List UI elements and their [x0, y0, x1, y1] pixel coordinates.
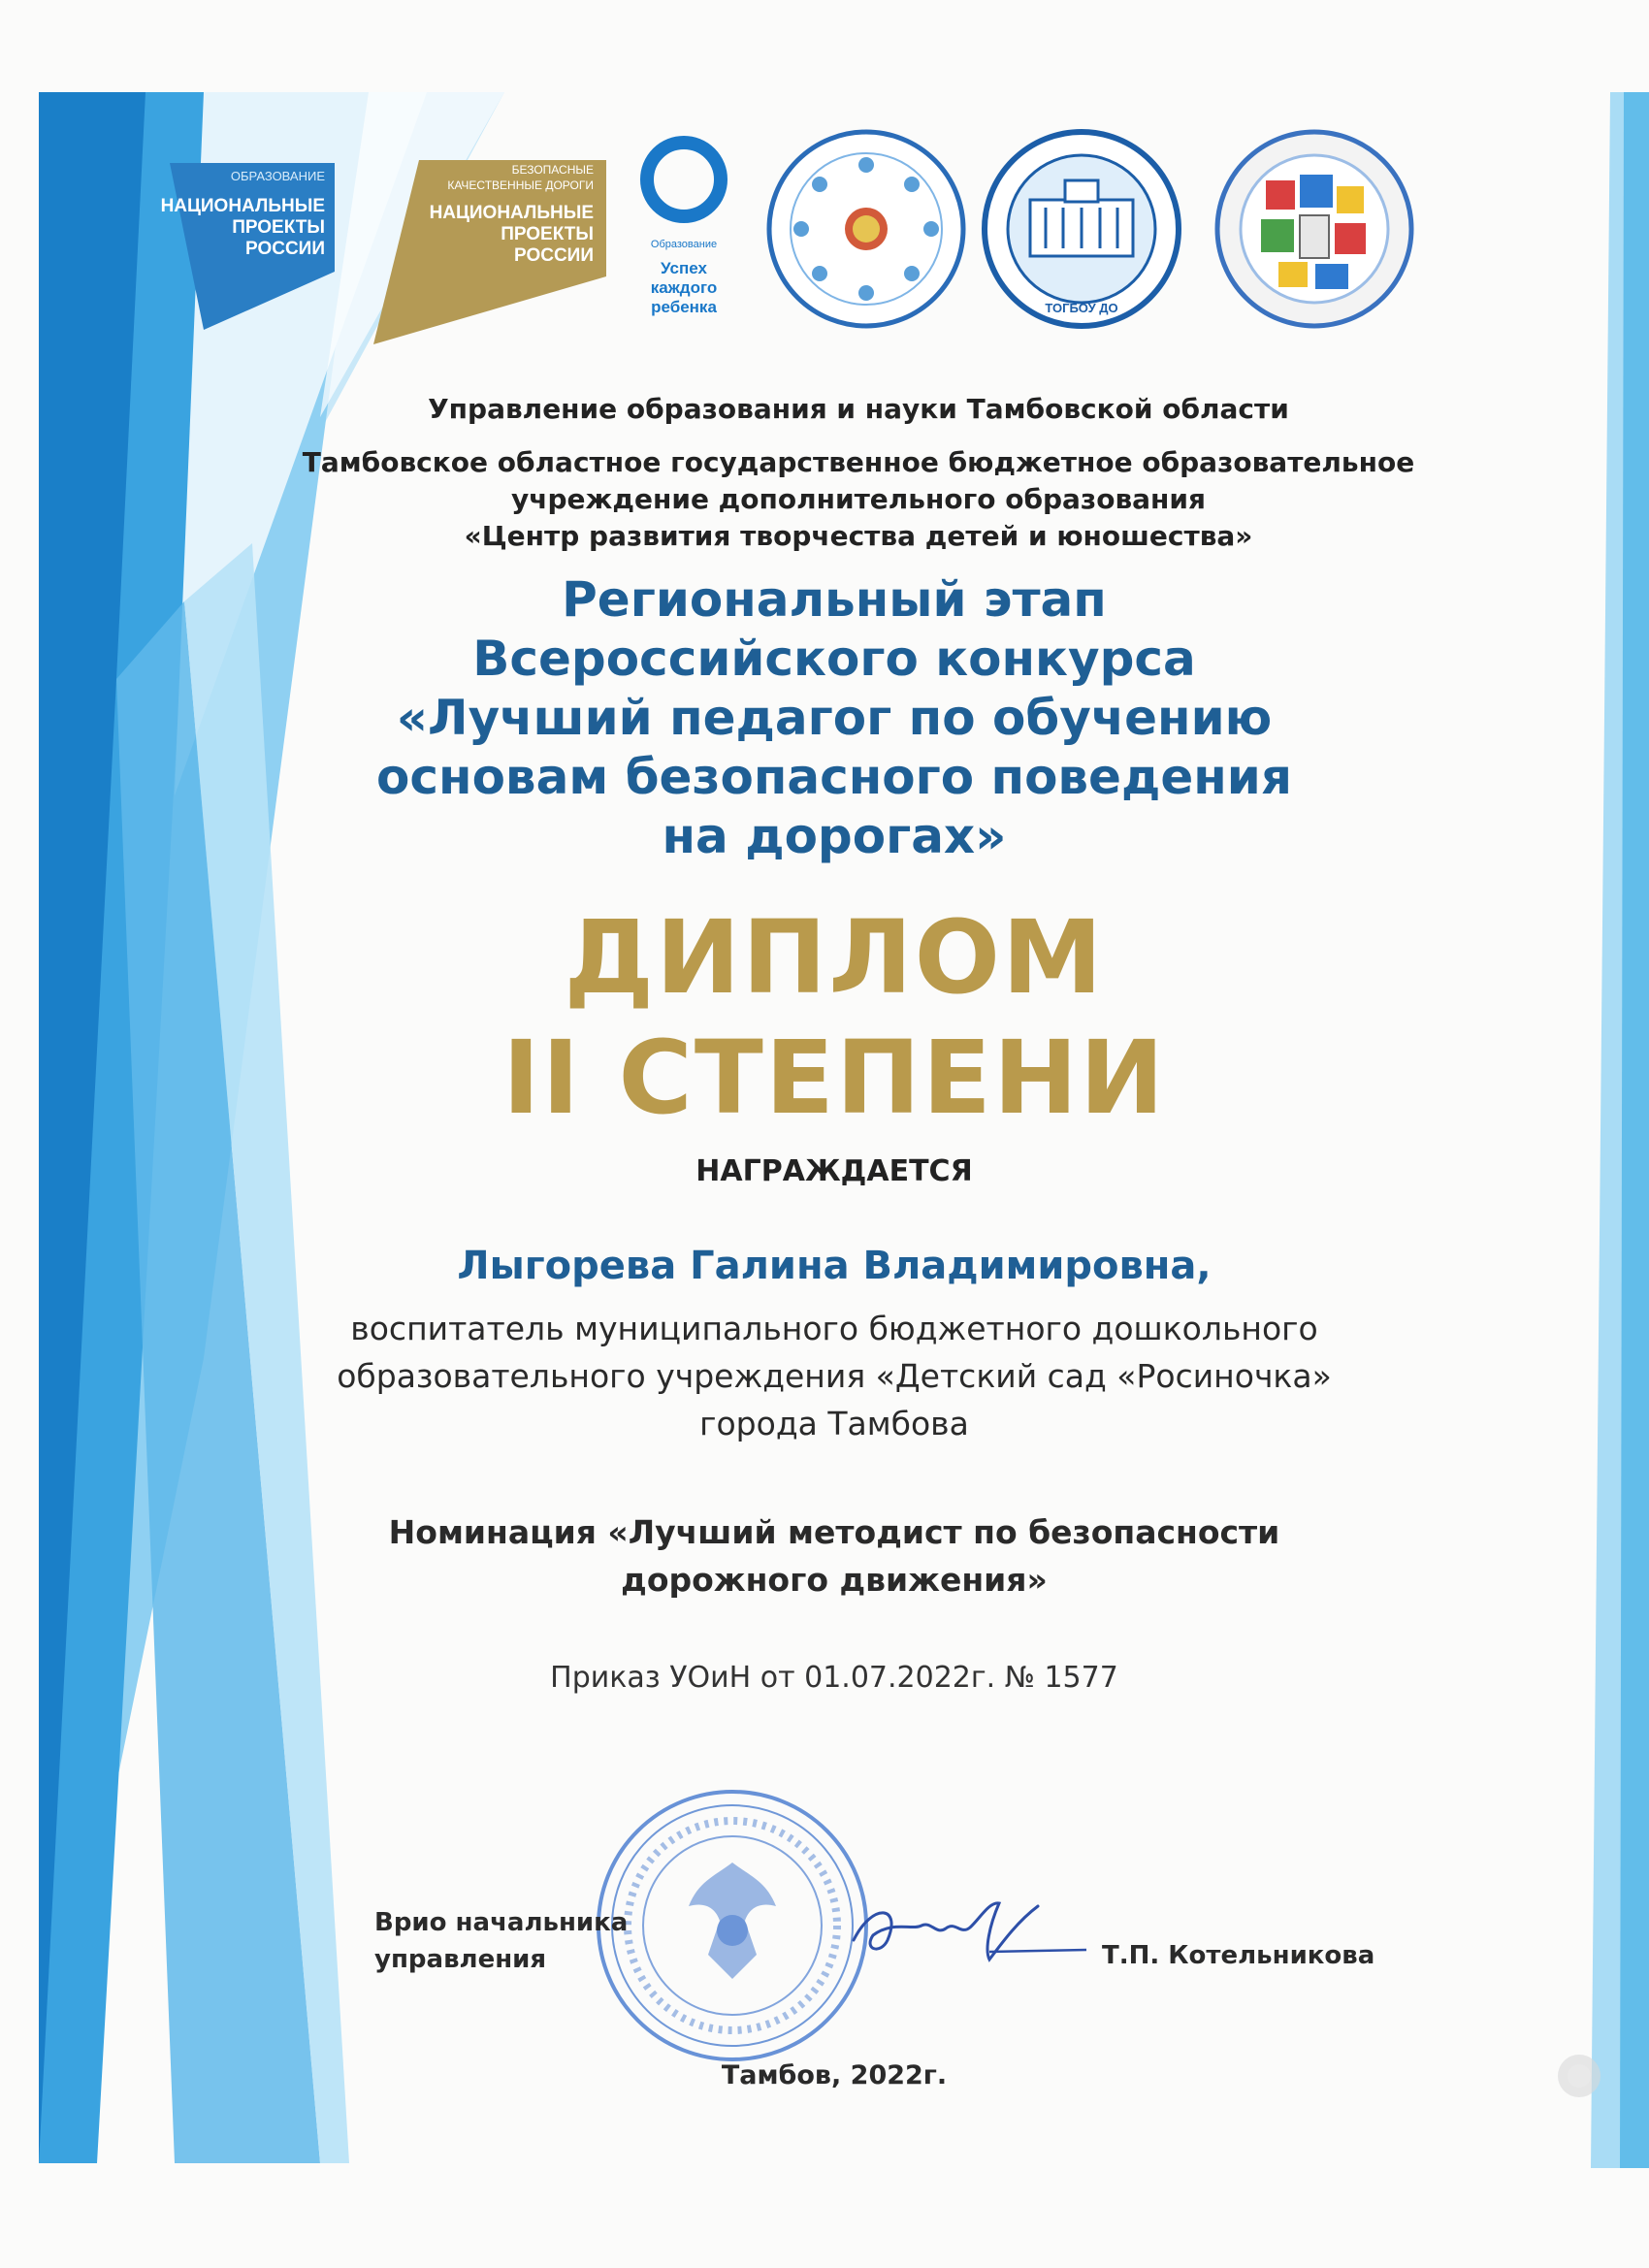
event-title-line-3: «Лучший педагог по обучению: [396, 690, 1273, 746]
scan-speck: [1550, 2047, 1608, 2105]
nomination-line-1: Номинация «Лучший методист по безопасности: [388, 1513, 1280, 1551]
institution-line-3: «Центр развития творчества детей и юношества»: [464, 520, 1253, 552]
svg-text:Образование: Образование: [650, 239, 718, 250]
svg-text:НАЦИОНАЛЬНЫЕ: НАЦИОНАЛЬНЫЕ: [429, 203, 594, 223]
svg-text:РОССИИ: РОССИИ: [514, 245, 594, 266]
handwritten-signature: [844, 1882, 1096, 1979]
success-every-child-logo: [647, 143, 721, 316]
institution-line-1: Тамбовское областное государственное бюджетное образовательное: [302, 446, 1415, 478]
place-and-year: Тамбов, 2022г.: [721, 2060, 948, 2090]
svg-text:ПРОЕКТЫ: ПРОЕКТЫ: [501, 224, 594, 244]
np-edu-small: ОБРАЗОВАНИЕ: [230, 169, 325, 183]
svg-text:каждого: каждого: [650, 278, 718, 297]
signatory-name: Т.П. Котельникова: [1102, 1941, 1375, 1970]
signatory-title: [374, 1904, 636, 1978]
nomination: [320, 1508, 1348, 1604]
regional-project-emblem: [769, 132, 963, 326]
event-title-line-5: на дорогах»: [662, 808, 1007, 864]
event-title: [320, 570, 1348, 866]
svg-text:ПРОЕКТЫ: ПРОЕКТЫ: [232, 217, 325, 238]
svg-text:НАЦИОНАЛЬНЫЕ: НАЦИОНАЛЬНЫЕ: [160, 196, 325, 216]
recipient-position-line-3: города Тамбова: [699, 1405, 969, 1442]
event-title-line-4: основам безопасного поведения: [376, 749, 1292, 805]
diploma-heading: [320, 897, 1348, 1138]
recipient-position: [281, 1305, 1387, 1447]
road-safety-badge: [1217, 132, 1411, 326]
svg-text:РОССИИ: РОССИИ: [245, 239, 325, 259]
signatory-title-line-1: Врио начальника: [374, 1908, 629, 1937]
event-title-line-2: Всероссийского конкурса: [472, 631, 1196, 687]
authority-name: Управление образования и науки Тамбовской области: [428, 393, 1289, 425]
national-projects-education-logo: [161, 163, 335, 330]
recipient-position-line-1: воспитатель муниципального бюджетного дошкольного: [350, 1310, 1318, 1347]
svg-text:Успех: Успех: [661, 259, 707, 277]
recipient-name: Лыгорева Галина Владимировна,: [457, 1244, 1212, 1288]
signatory-title-line-2: управления: [374, 1945, 547, 1974]
decorative-right-strip: [1591, 92, 1649, 2168]
diploma-heading-line-2: II СТЕПЕНИ: [501, 1019, 1167, 1137]
national-projects-roads-logo: [373, 160, 606, 344]
order-reference: Приказ УОиН от 01.07.2022г. № 1577: [550, 1661, 1118, 1695]
recipient-position-line-2: образовательного учреждения «Детский сад «Росиночка»: [337, 1357, 1332, 1395]
awarded-label: НАГРАЖДАЕТСЯ: [695, 1154, 973, 1188]
svg-text:БЕЗОПАСНЫЕ: БЕЗОПАСНЫЕ: [511, 163, 594, 177]
diploma-heading-line-1: ДИПЛОМ: [564, 898, 1105, 1017]
svg-text:ТОГБОУ ДО: ТОГБОУ ДО: [1045, 301, 1118, 315]
institution-line-2: учреждение дополнительного образования: [511, 483, 1206, 515]
svg-text:КАЧЕСТВЕННЫЕ ДОРОГИ: КАЧЕСТВЕННЫЕ ДОРОГИ: [447, 178, 594, 192]
event-title-line-1: Региональный этап: [562, 571, 1107, 628]
svg-text:ребенка: ребенка: [651, 298, 717, 316]
creativity-center-badge: [985, 132, 1179, 326]
logos-row: [0, 0, 1649, 369]
nomination-line-2: дорожного движения»: [621, 1561, 1048, 1599]
